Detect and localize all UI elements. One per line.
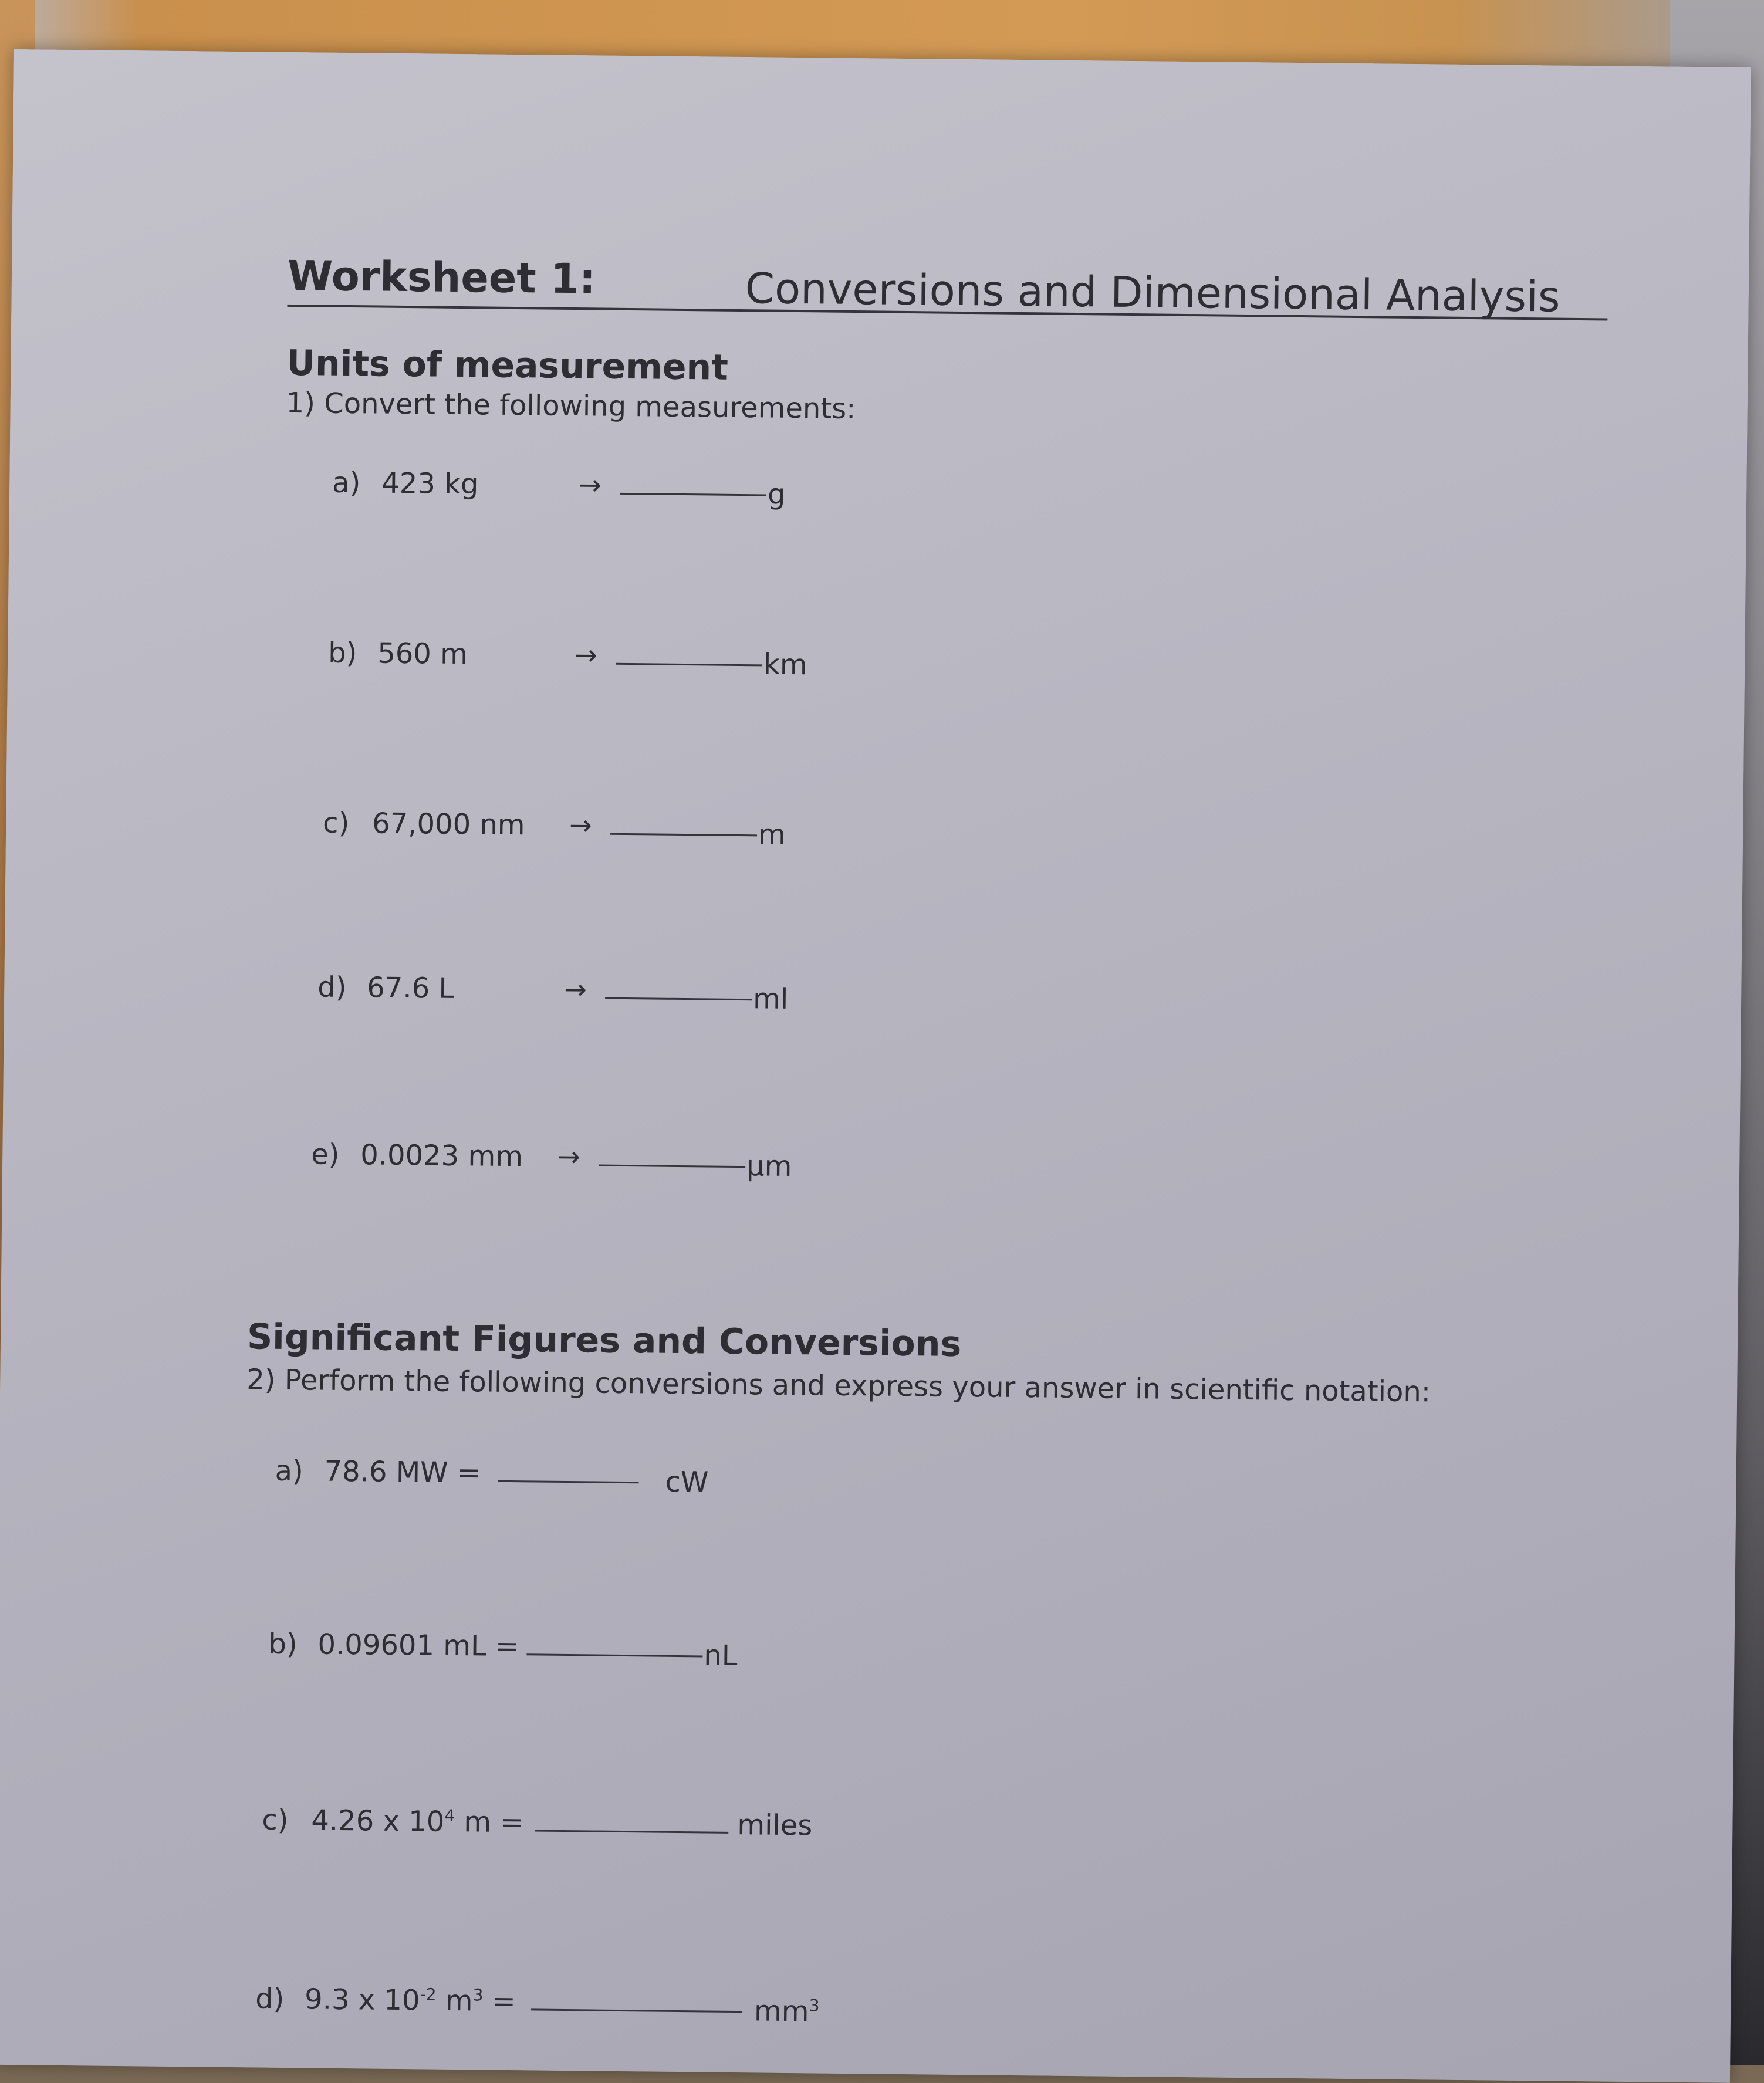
item-letter: b): [268, 1627, 298, 1661]
section-heading-sigfigs: Significant Figures and Conversions: [246, 1316, 962, 1365]
arrow-icon: →: [563, 973, 587, 1006]
item-letter: e): [311, 1138, 340, 1171]
unit-exponent: 3: [809, 1996, 820, 2016]
item-letter: a): [275, 1454, 304, 1488]
item-value: 423 kg: [381, 466, 479, 501]
item-value: [305, 1983, 516, 2018]
item-unit: m: [758, 818, 786, 851]
item-unit: nL: [704, 1639, 738, 1673]
answer-blank[interactable]: [616, 663, 762, 667]
value-base: 9.3 x 10: [304, 1983, 420, 2017]
worksheet-label: Worksheet 1:: [287, 251, 596, 303]
item-unit: miles: [737, 1808, 813, 1842]
worksheet-content: [246, 193, 1608, 2028]
answer-blank[interactable]: [599, 1165, 745, 1168]
item-unit: µm: [746, 1149, 792, 1183]
instruction-2: 2) Perform the following conversions and express your answer in scientific notation:: [246, 1363, 1431, 1409]
item-letter: b): [327, 636, 357, 670]
item-letter: d): [255, 1982, 285, 2016]
item-unit: km: [763, 648, 807, 682]
unit-base: mm: [753, 1994, 809, 2028]
item-value: 0.0023 mm: [360, 1138, 523, 1174]
value-tail-2: =: [483, 1984, 516, 2018]
instruction-1: 1) Convert the following measurements:: [286, 386, 856, 426]
item-value: [311, 1804, 524, 1839]
value-exponent-2: 3: [472, 1985, 484, 2005]
item-value: 78.6 MW =: [324, 1455, 481, 1490]
item-value: 67,000 nm: [371, 807, 525, 842]
answer-blank[interactable]: [610, 833, 757, 837]
item-value: 560 m: [377, 637, 468, 671]
answer-blank[interactable]: [526, 1653, 702, 1657]
answer-blank[interactable]: [498, 1480, 638, 1484]
arrow-icon: →: [557, 1140, 581, 1173]
conversion-item-a: [332, 466, 786, 511]
item-value: 67.6 L: [366, 971, 455, 1005]
worksheet-paper: [0, 49, 1751, 2083]
item-unit: ml: [752, 982, 789, 1016]
answer-blank[interactable]: [535, 1830, 728, 1833]
arrow-icon: →: [574, 639, 598, 671]
item-letter: d): [317, 971, 347, 1005]
value-tail: m: [436, 1984, 473, 2018]
worksheet-header: [287, 246, 1608, 321]
item-unit: cW: [665, 1465, 709, 1499]
value-tail: m =: [454, 1805, 524, 1839]
conversion-item-b: [327, 636, 807, 682]
answer-blank[interactable]: [620, 493, 766, 496]
item-unit: g: [767, 478, 786, 511]
answer-blank[interactable]: [531, 2008, 742, 2013]
value-base: 4.26 x 10: [311, 1804, 445, 1838]
worksheet-title: Conversions and Dimensional Analysis: [745, 263, 1560, 322]
sci-item-d: [255, 1982, 820, 2028]
item-value: 0.09601 mL =: [317, 1628, 519, 1663]
item-letter: c): [262, 1803, 289, 1837]
answer-blank[interactable]: [605, 997, 752, 1001]
item-letter: c): [322, 806, 350, 840]
section-heading-units: Units of measurement: [286, 342, 729, 388]
conversion-item-d: [317, 971, 789, 1016]
value-exponent: -2: [420, 1984, 437, 2004]
arrow-icon: →: [569, 809, 593, 841]
item-letter: a): [332, 466, 361, 500]
item-unit: [754, 1994, 820, 2028]
sci-item-b: [268, 1627, 738, 1673]
arrow-icon: →: [578, 469, 602, 501]
conversion-item-e: [311, 1138, 792, 1183]
value-exponent: 4: [444, 1805, 455, 1826]
